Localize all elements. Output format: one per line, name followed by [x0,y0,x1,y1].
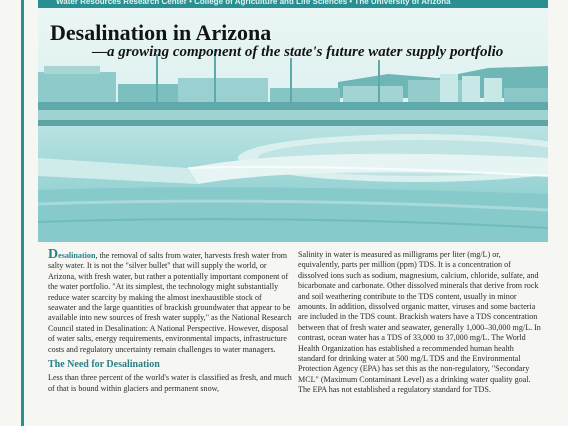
left-column [48,247,292,394]
hero-photo [38,8,548,242]
header-bar-text: Water Resources Research Center • College of Agriculture and Life Sciences • The University of Arizona [56,0,451,6]
header-bar [38,0,548,8]
section-heading-need: The Need for Desalination [48,359,160,371]
intro-text: , the removal of salts from water, harvests fresh water from salty water. It is not the "silver bullet" that will supply the world, or Arizona, with fresh water, but rather a potentially important component of the water portfolio. "At its simplest, the technology might substantially reduce water scarcity by making the almost inexhaustible stock of seawater and the large quantities of brackish groundwater that appear to be available into new sources of fresh water supply," as the National Research Council stated in Desalination: A National Perspective. However, disposal of water salts, energy requirements, environmental impacts, infrastructure costs and regulatory uncertainty remain challenges to water managers. [48,251,292,354]
left-margin-rule [21,0,24,426]
drop-cap: D [48,247,59,262]
section-paragraph: Less than three percent of the world's water is classified as fresh, and much of that is bound within glaciers and permanent snow, [48,373,292,393]
intro-lead-word: esalination [58,251,96,260]
page-subtitle: —a growing component of the state's future water supply portfolio [92,44,504,60]
intro-paragraph [48,247,292,355]
right-column [298,250,542,396]
page-title: Desalination in Arizona [50,20,272,45]
salinity-paragraph: Salinity in water is measured as milligrams per liter (mg/L) or, equivalently, parts per million (ppm) TDS. It is a concentration of dissolved ions such as sodium, magnesium, calcium, chloride, sulfate, and bicarbonate and carbonate. Other dissolved minerals that derive from rock and soil weathering contribute to the TDS content, usually in minor amounts. In addition, dissolved organic matter, viruses and some bacteria are included in the TDS count. Brackish waters have a TDS concentration between that of fresh water and seawater, generally 1,000–30,000 mg/L. In contrast, ocean water has a TDS of 33,000 to 37,000 mg/L. The World Health Organization has established a recommended human health standard for drinking water at 500 mg/L TDS and the Environmental Protection Agency (EPA) has set this as the non-regulatory, "Secondary MCL" (Maximum Contaminant Level) as a drinking water quality goal. The EPA has not established a regulatory standard for TDS. [298,250,541,395]
